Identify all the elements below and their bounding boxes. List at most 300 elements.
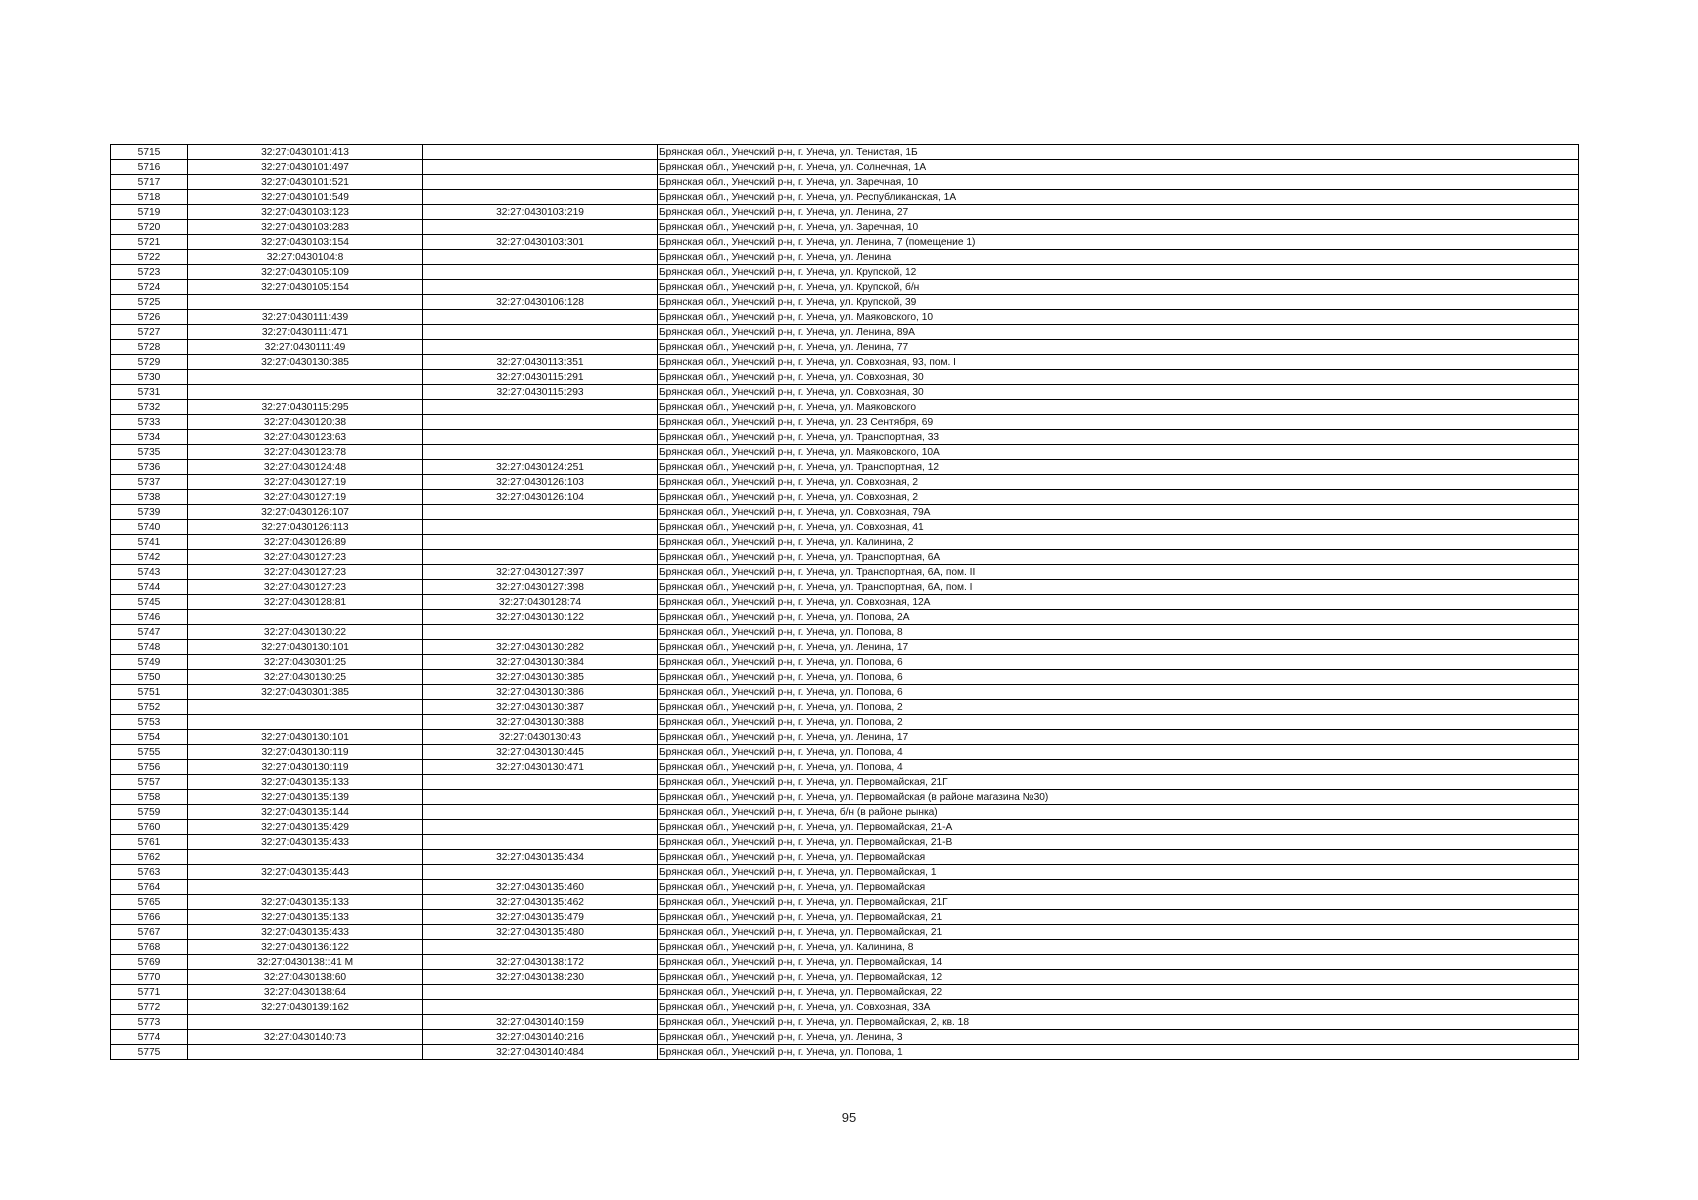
row-number-cell: 5740 [111,520,188,535]
address-cell: Брянская обл., Унечский р-н, г. Унеча, ул. Первомайская, 21Г [658,775,1579,790]
object-cadastral-number-cell: 32:27:0430126:104 [423,490,658,505]
object-cadastral-number-cell: 32:27:0430103:219 [423,205,658,220]
table-row [111,625,1579,640]
object-cadastral-number-cell: 32:27:0430135:480 [423,925,658,940]
row-number-cell: 5772 [111,1000,188,1015]
row-number-cell: 5729 [111,355,188,370]
row-number-cell: 5759 [111,805,188,820]
object-cadastral-number-cell [423,1000,658,1015]
address-cell: Брянская обл., Унечский р-н, г. Унеча, ул. Совхозная, 30 [658,385,1579,400]
table-row [111,175,1579,190]
address-cell: Брянская обл., Унечский р-н, г. Унеча, ул. Первомайская, 12 [658,970,1579,985]
cadastral-number-cell: 32:27:0430126:107 [188,505,423,520]
table-row [111,580,1579,595]
row-number-cell: 5752 [111,700,188,715]
address-cell: Брянская обл., Унечский р-н, г. Унеча, ул. Ленина, 3 [658,1030,1579,1045]
cadastral-number-cell [188,610,423,625]
table-row [111,850,1579,865]
row-number-cell: 5725 [111,295,188,310]
cadastral-number-cell: 32:27:0430123:63 [188,430,423,445]
address-cell: Брянская обл., Унечский р-н, г. Унеча, ул. Крупской, 39 [658,295,1579,310]
cadastral-number-cell: 32:27:0430130:385 [188,355,423,370]
object-cadastral-number-cell [423,190,658,205]
row-number-cell: 5718 [111,190,188,205]
table-row [111,445,1579,460]
address-cell: Брянская обл., Унечский р-н, г. Унеча, ул. Ленина, 27 [658,205,1579,220]
table-row [111,670,1579,685]
row-number-cell: 5756 [111,760,188,775]
object-cadastral-number-cell [423,415,658,430]
row-number-cell: 5769 [111,955,188,970]
object-cadastral-number-cell: 32:27:0430103:301 [423,235,658,250]
table-body [111,145,1579,1060]
row-number-cell: 5750 [111,670,188,685]
object-cadastral-number-cell: 32:27:0430130:282 [423,640,658,655]
object-cadastral-number-cell [423,400,658,415]
row-number-cell: 5728 [111,340,188,355]
row-number-cell: 5723 [111,265,188,280]
cadastral-number-cell: 32:27:0430138:60 [188,970,423,985]
address-cell: Брянская обл., Унечский р-н, г. Унеча, ул. Первомайская, 21 [658,910,1579,925]
cadastral-number-cell: 32:27:0430130:101 [188,640,423,655]
table-row [111,475,1579,490]
cadastral-number-cell [188,850,423,865]
address-cell: Брянская обл., Унечский р-н, г. Унеча, ул. Транспортная, 6А, пом. I [658,580,1579,595]
table-row [111,160,1579,175]
table-row [111,535,1579,550]
row-number-cell: 5758 [111,790,188,805]
address-cell: Брянская обл., Унечский р-н, г. Унеча, ул. Первомайская, 21Г [658,895,1579,910]
address-cell: Брянская обл., Унечский р-н, г. Унеча, ул. Совхозная, 41 [658,520,1579,535]
address-cell: Брянская обл., Унечский р-н, г. Унеча, ул. Попова, 2 [658,700,1579,715]
object-cadastral-number-cell: 32:27:0430127:398 [423,580,658,595]
row-number-cell: 5768 [111,940,188,955]
address-cell: Брянская обл., Унечский р-н, г. Унеча, ул. Совхозная, 2 [658,475,1579,490]
address-cell: Брянская обл., Унечский р-н, г. Унеча, ул. Ленина, 89А [658,325,1579,340]
table-row [111,340,1579,355]
object-cadastral-number-cell [423,265,658,280]
cadastral-number-cell: 32:27:0430130:25 [188,670,423,685]
object-cadastral-number-cell: 32:27:0430140:159 [423,1015,658,1030]
table-row [111,805,1579,820]
table-row [111,205,1579,220]
row-number-cell: 5763 [111,865,188,880]
address-cell: Брянская обл., Унечский р-н, г. Унеча, ул. Заречная, 10 [658,175,1579,190]
address-cell: Брянская обл., Унечский р-н, г. Унеча, ул. Совхозная, 79А [658,505,1579,520]
object-cadastral-number-cell: 32:27:0430130:384 [423,655,658,670]
cadastral-number-cell [188,370,423,385]
object-cadastral-number-cell: 32:27:0430130:388 [423,715,658,730]
row-number-cell: 5746 [111,610,188,625]
address-cell: Брянская обл., Унечский р-н, г. Унеча, ул. Заречная, 10 [658,220,1579,235]
row-number-cell: 5775 [111,1045,188,1060]
table-row [111,565,1579,580]
row-number-cell: 5720 [111,220,188,235]
row-number-cell: 5767 [111,925,188,940]
cadastral-number-cell [188,715,423,730]
object-cadastral-number-cell: 32:27:0430138:172 [423,955,658,970]
table-row [111,490,1579,505]
address-cell: Брянская обл., Унечский р-н, г. Унеча, ул. Калинина, 2 [658,535,1579,550]
address-cell: Брянская обл., Унечский р-н, г. Унеча, ул. Калинина, 8 [658,940,1579,955]
address-cell: Брянская обл., Унечский р-н, г. Унеча, ул. Первомайская [658,880,1579,895]
table-row [111,430,1579,445]
cadastral-number-cell: 32:27:0430301:385 [188,685,423,700]
object-cadastral-number-cell: 32:27:0430130:122 [423,610,658,625]
object-cadastral-number-cell [423,430,658,445]
cadastral-number-cell: 32:27:0430127:23 [188,580,423,595]
row-number-cell: 5731 [111,385,188,400]
page-number: 95 [841,1110,857,1125]
row-number-cell: 5730 [111,370,188,385]
row-number-cell: 5749 [111,655,188,670]
object-cadastral-number-cell [423,505,658,520]
address-cell: Брянская обл., Унечский р-н, г. Унеча, ул. Попова, 4 [658,760,1579,775]
cadastral-number-cell: 32:27:0430130:101 [188,730,423,745]
address-cell: Брянская обл., Унечский р-н, г. Унеча, ул. Совхозная, 93, пом. I [658,355,1579,370]
cadastral-number-cell: 32:27:0430140:73 [188,1030,423,1045]
table-row [111,970,1579,985]
row-number-cell: 5757 [111,775,188,790]
object-cadastral-number-cell: 32:27:0430135:479 [423,910,658,925]
object-cadastral-number-cell [423,280,658,295]
cadastral-number-cell: 32:27:0430136:122 [188,940,423,955]
row-number-cell: 5742 [111,550,188,565]
table-row [111,595,1579,610]
cadastral-number-cell: 32:27:0430301:25 [188,655,423,670]
object-cadastral-number-cell: 32:27:0430113:351 [423,355,658,370]
row-number-cell: 5761 [111,835,188,850]
cadastral-number-cell: 32:27:0430103:123 [188,205,423,220]
address-cell: Брянская обл., Унечский р-н, г. Унеча, ул. Транспортная, 6А, пом. II [658,565,1579,580]
object-cadastral-number-cell [423,160,658,175]
table-row [111,1030,1579,1045]
table-row [111,760,1579,775]
row-number-cell: 5732 [111,400,188,415]
row-number-cell: 5719 [111,205,188,220]
cadastral-number-cell [188,385,423,400]
object-cadastral-number-cell: 32:27:0430130:385 [423,670,658,685]
cadastral-number-cell: 32:27:0430101:549 [188,190,423,205]
cadastral-number-cell: 32:27:0430127:23 [188,550,423,565]
table-row [111,910,1579,925]
address-cell: Брянская обл., Унечский р-н, г. Унеча, ул. Первомайская, 14 [658,955,1579,970]
property-register-table [110,144,1579,1060]
table-row [111,145,1579,160]
address-cell: Брянская обл., Унечский р-н, г. Унеча, ул. Первомайская, 22 [658,985,1579,1000]
table-row [111,1045,1579,1060]
object-cadastral-number-cell [423,145,658,160]
row-number-cell: 5755 [111,745,188,760]
cadastral-number-cell: 32:27:0430104:8 [188,250,423,265]
row-number-cell: 5773 [111,1015,188,1030]
table-row [111,880,1579,895]
cadastral-number-cell: 32:27:0430101:521 [188,175,423,190]
row-number-cell: 5717 [111,175,188,190]
cadastral-number-cell: 32:27:0430135:144 [188,805,423,820]
address-cell: Брянская обл., Унечский р-н, г. Унеча, ул. Республиканская, 1А [658,190,1579,205]
cadastral-number-cell: 32:27:0430130:119 [188,745,423,760]
cadastral-number-cell: 32:27:0430123:78 [188,445,423,460]
table-row [111,190,1579,205]
row-number-cell: 5770 [111,970,188,985]
row-number-cell: 5733 [111,415,188,430]
table-row [111,295,1579,310]
table-row [111,415,1579,430]
row-number-cell: 5741 [111,535,188,550]
object-cadastral-number-cell: 32:27:0430130:386 [423,685,658,700]
cadastral-number-cell: 32:27:0430135:139 [188,790,423,805]
table-row [111,835,1579,850]
row-number-cell: 5737 [111,475,188,490]
cadastral-number-cell: 32:27:0430135:133 [188,895,423,910]
address-cell: Брянская обл., Унечский р-н, г. Унеча, ул. Совхозная, 2 [658,490,1579,505]
table-row [111,310,1579,325]
address-cell: Брянская обл., Унечский р-н, г. Унеча, ул. Первомайская, 21-А [658,820,1579,835]
row-number-cell: 5745 [111,595,188,610]
table-row [111,265,1579,280]
object-cadastral-number-cell [423,985,658,1000]
cadastral-number-cell: 32:27:0430130:119 [188,760,423,775]
row-number-cell: 5721 [111,235,188,250]
address-cell: Брянская обл., Унечский р-н, г. Унеча, ул. Попова, 2А [658,610,1579,625]
row-number-cell: 5739 [111,505,188,520]
object-cadastral-number-cell [423,820,658,835]
object-cadastral-number-cell [423,175,658,190]
row-number-cell: 5727 [111,325,188,340]
object-cadastral-number-cell: 32:27:0430128:74 [423,595,658,610]
table-row [111,325,1579,340]
table-row [111,505,1579,520]
object-cadastral-number-cell: 32:27:0430115:291 [423,370,658,385]
cadastral-number-cell: 32:27:0430135:443 [188,865,423,880]
address-cell: Брянская обл., Унечский р-н, г. Унеча, ул. Крупской, 12 [658,265,1579,280]
object-cadastral-number-cell: 32:27:0430127:397 [423,565,658,580]
address-cell: Брянская обл., Унечский р-н, г. Унеча, ул. 23 Сентября, 69 [658,415,1579,430]
object-cadastral-number-cell: 32:27:0430135:434 [423,850,658,865]
table-row [111,790,1579,805]
address-cell: Брянская обл., Унечский р-н, г. Унеча, ул. Солнечная, 1А [658,160,1579,175]
address-cell: Брянская обл., Унечский р-н, г. Унеча, ул. Первомайская, 2, кв. 18 [658,1015,1579,1030]
cadastral-number-cell [188,1045,423,1060]
address-cell: Брянская обл., Унечский р-н, г. Унеча, ул. Ленина, 17 [658,730,1579,745]
cadastral-number-cell: 32:27:0430138:64 [188,985,423,1000]
object-cadastral-number-cell [423,310,658,325]
cadastral-number-cell: 32:27:0430105:109 [188,265,423,280]
cadastral-number-cell: 32:27:0430126:113 [188,520,423,535]
row-number-cell: 5716 [111,160,188,175]
object-cadastral-number-cell: 32:27:0430115:293 [423,385,658,400]
address-cell: Брянская обл., Унечский р-н, г. Унеча, ул. Маяковского [658,400,1579,415]
table-row [111,400,1579,415]
cadastral-number-cell: 32:27:0430120:38 [188,415,423,430]
row-number-cell: 5734 [111,430,188,445]
address-cell: Брянская обл., Унечский р-н, г. Унеча, ул. Первомайская, 1 [658,865,1579,880]
row-number-cell: 5726 [111,310,188,325]
address-cell: Брянская обл., Унечский р-н, г. Унеча, ул. Первомайская (в районе магазина №30) [658,790,1579,805]
object-cadastral-number-cell [423,550,658,565]
row-number-cell: 5762 [111,850,188,865]
object-cadastral-number-cell [423,220,658,235]
address-cell: Брянская обл., Унечский р-н, г. Унеча, ул. Попова, 4 [658,745,1579,760]
address-cell: Брянская обл., Унечский р-н, г. Унеча, ул. Попова, 6 [658,655,1579,670]
table-row [111,700,1579,715]
table-row [111,370,1579,385]
cadastral-number-cell: 32:27:0430135:133 [188,910,423,925]
address-cell: Брянская обл., Унечский р-н, г. Унеча, ул. Совхозная, 30 [658,370,1579,385]
row-number-cell: 5774 [111,1030,188,1045]
object-cadastral-number-cell: 32:27:0430106:128 [423,295,658,310]
object-cadastral-number-cell [423,940,658,955]
object-cadastral-number-cell [423,805,658,820]
object-cadastral-number-cell [423,790,658,805]
table-row [111,1015,1579,1030]
row-number-cell: 5764 [111,880,188,895]
table-row [111,655,1579,670]
table-row [111,940,1579,955]
cadastral-number-cell: 32:27:0430130:22 [188,625,423,640]
cadastral-number-cell: 32:27:0430126:89 [188,535,423,550]
address-cell: Брянская обл., Унечский р-н, г. Унеча, ул. Попова, 6 [658,685,1579,700]
table-row [111,250,1579,265]
address-cell: Брянская обл., Унечский р-н, г. Унеча, ул. Совхозная, 12А [658,595,1579,610]
object-cadastral-number-cell: 32:27:0430140:216 [423,1030,658,1045]
cadastral-number-cell [188,880,423,895]
cadastral-number-cell: 32:27:0430127:23 [188,565,423,580]
object-cadastral-number-cell [423,325,658,340]
object-cadastral-number-cell [423,535,658,550]
cadastral-number-cell: 32:27:0430135:429 [188,820,423,835]
row-number-cell: 5738 [111,490,188,505]
table-row [111,550,1579,565]
row-number-cell: 5722 [111,250,188,265]
object-cadastral-number-cell [423,445,658,460]
object-cadastral-number-cell: 32:27:0430135:462 [423,895,658,910]
cadastral-number-cell: 32:27:0430111:49 [188,340,423,355]
object-cadastral-number-cell: 32:27:0430126:103 [423,475,658,490]
object-cadastral-number-cell [423,835,658,850]
address-cell: Брянская обл., Унечский р-н, г. Унеча, ул. Ленина [658,250,1579,265]
address-cell: Брянская обл., Унечский р-н, г. Унеча, ул. Маяковского, 10А [658,445,1579,460]
object-cadastral-number-cell: 32:27:0430130:471 [423,760,658,775]
address-cell: Брянская обл., Унечский р-н, г. Унеча, ул. Транспортная, 6А [658,550,1579,565]
cadastral-number-cell [188,1015,423,1030]
table-row [111,640,1579,655]
table-row [111,730,1579,745]
table-row [111,520,1579,535]
cadastral-number-cell: 32:27:0430101:497 [188,160,423,175]
cadastral-number-cell: 32:27:0430138::41 М [188,955,423,970]
object-cadastral-number-cell: 32:27:0430130:387 [423,700,658,715]
cadastral-number-cell: 32:27:0430101:413 [188,145,423,160]
table-row [111,460,1579,475]
address-cell: Брянская обл., Унечский р-н, г. Унеча, ул. Транспортная, 12 [658,460,1579,475]
address-cell: Брянская обл., Унечский р-н, г. Унеча, ул. Ленина, 17 [658,640,1579,655]
cadastral-number-cell: 32:27:0430103:283 [188,220,423,235]
address-cell: Брянская обл., Унечский р-н, г. Унеча, б/н (в районе рынка) [658,805,1579,820]
address-cell: Брянская обл., Унечский р-н, г. Унеча, ул. Попова, 1 [658,1045,1579,1060]
table-row [111,685,1579,700]
object-cadastral-number-cell [423,340,658,355]
cadastral-number-cell: 32:27:0430135:433 [188,925,423,940]
table-row [111,220,1579,235]
object-cadastral-number-cell [423,865,658,880]
address-cell: Брянская обл., Унечский р-н, г. Унеча, ул. Маяковского, 10 [658,310,1579,325]
cadastral-number-cell: 32:27:0430111:439 [188,310,423,325]
cadastral-number-cell: 32:27:0430103:154 [188,235,423,250]
cadastral-number-cell: 32:27:0430128:81 [188,595,423,610]
cadastral-number-cell: 32:27:0430127:19 [188,475,423,490]
table-row [111,280,1579,295]
row-number-cell: 5753 [111,715,188,730]
object-cadastral-number-cell [423,775,658,790]
cadastral-number-cell: 32:27:0430139:162 [188,1000,423,1015]
cadastral-number-cell: 32:27:0430135:433 [188,835,423,850]
address-cell: Брянская обл., Унечский р-н, г. Унеча, ул. Попова, 2 [658,715,1579,730]
row-number-cell: 5751 [111,685,188,700]
table-row [111,925,1579,940]
cadastral-number-cell [188,295,423,310]
cadastral-number-cell: 32:27:0430105:154 [188,280,423,295]
table-row [111,985,1579,1000]
table-row [111,610,1579,625]
row-number-cell: 5760 [111,820,188,835]
object-cadastral-number-cell: 32:27:0430124:251 [423,460,658,475]
address-cell: Брянская обл., Унечский р-н, г. Унеча, ул. Попова, 8 [658,625,1579,640]
address-cell: Брянская обл., Унечский р-н, г. Унеча, ул. Совхозная, 33А [658,1000,1579,1015]
cadastral-number-cell: 32:27:0430127:19 [188,490,423,505]
table-row [111,235,1579,250]
object-cadastral-number-cell: 32:27:0430138:230 [423,970,658,985]
address-cell: Брянская обл., Унечский р-н, г. Унеча, ул. Транспортная, 33 [658,430,1579,445]
address-cell: Брянская обл., Унечский р-н, г. Унеча, ул. Попова, 6 [658,670,1579,685]
table-row [111,745,1579,760]
object-cadastral-number-cell: 32:27:0430140:484 [423,1045,658,1060]
object-cadastral-number-cell: 32:27:0430130:445 [423,745,658,760]
row-number-cell: 5754 [111,730,188,745]
row-number-cell: 5766 [111,910,188,925]
cadastral-number-cell: 32:27:0430111:471 [188,325,423,340]
address-cell: Брянская обл., Унечский р-н, г. Унеча, ул. Ленина, 7 (помещение 1) [658,235,1579,250]
cadastral-number-cell: 32:27:0430135:133 [188,775,423,790]
address-cell: Брянская обл., Унечский р-н, г. Унеча, ул. Первомайская [658,850,1579,865]
table-row [111,865,1579,880]
address-cell: Брянская обл., Унечский р-н, г. Унеча, ул. Крупской, б/н [658,280,1579,295]
cadastral-number-cell: 32:27:0430115:295 [188,400,423,415]
table-row [111,820,1579,835]
object-cadastral-number-cell: 32:27:0430135:460 [423,880,658,895]
table-row [111,775,1579,790]
object-cadastral-number-cell: 32:27:0430130:43 [423,730,658,745]
cadastral-number-cell [188,700,423,715]
row-number-cell: 5724 [111,280,188,295]
table-row [111,715,1579,730]
cadastral-number-cell: 32:27:0430124:48 [188,460,423,475]
table-row [111,955,1579,970]
table-row [111,895,1579,910]
object-cadastral-number-cell [423,520,658,535]
row-number-cell: 5748 [111,640,188,655]
row-number-cell: 5747 [111,625,188,640]
row-number-cell: 5771 [111,985,188,1000]
table-row [111,385,1579,400]
address-cell: Брянская обл., Унечский р-н, г. Унеча, ул. Ленина, 77 [658,340,1579,355]
row-number-cell: 5743 [111,565,188,580]
row-number-cell: 5744 [111,580,188,595]
address-cell: Брянская обл., Унечский р-н, г. Унеча, ул. Тенистая, 1Б [658,145,1579,160]
address-cell: Брянская обл., Унечский р-н, г. Унеча, ул. Первомайская, 21-В [658,835,1579,850]
table-row [111,1000,1579,1015]
